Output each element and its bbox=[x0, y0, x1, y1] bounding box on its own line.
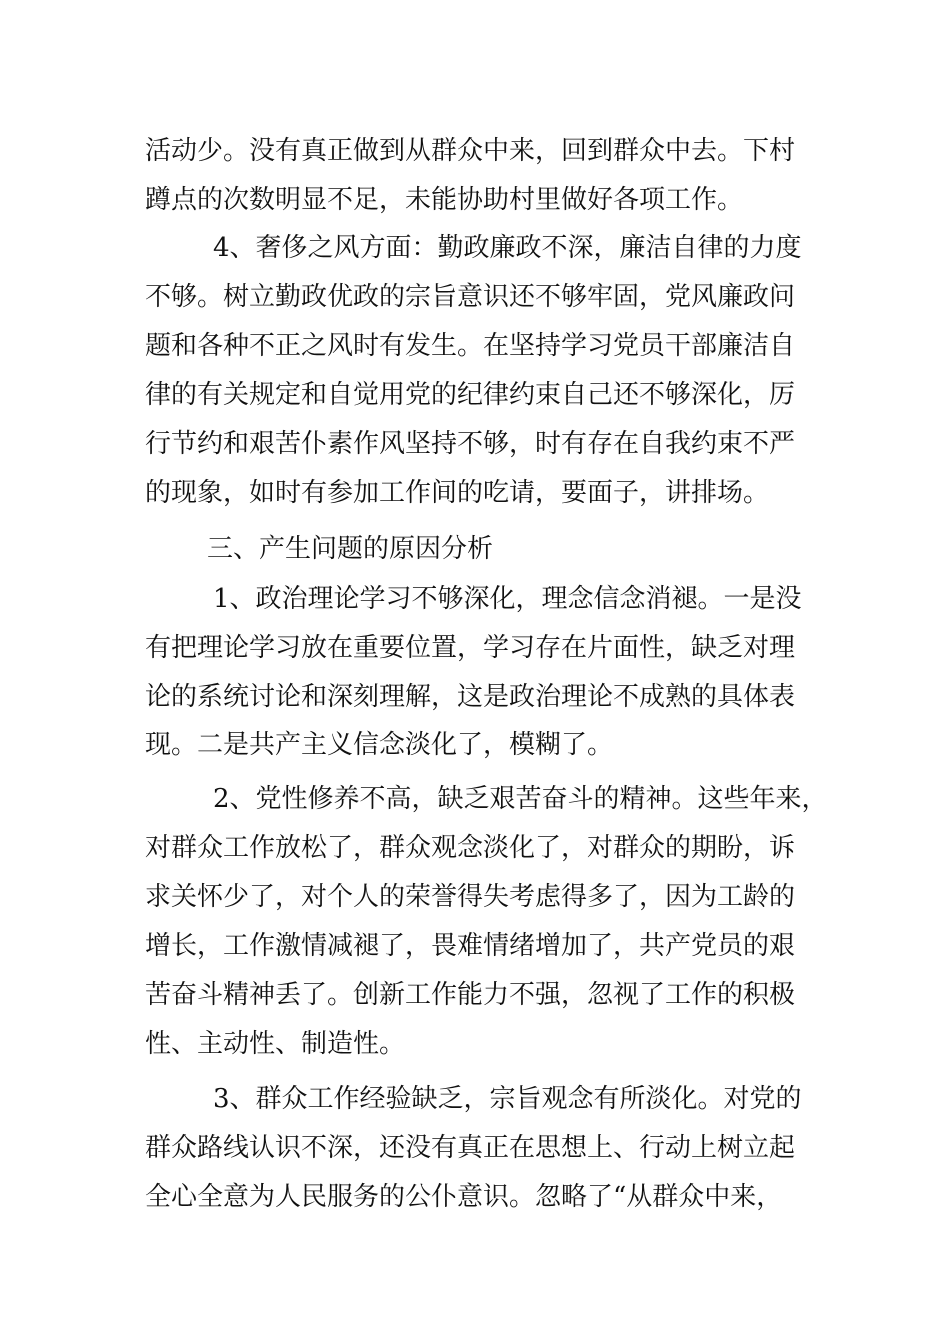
text-line: 行节约和艰苦仆素作风坚持不够，时有存在自我约束不严 bbox=[145, 429, 796, 459]
text-line: 求关怀少了，对个人的荣誉得失考虑得多了，因为工龄的 bbox=[145, 882, 796, 912]
text-line: 全心全意为人民服务的公仆意识。忽略了“从群众中来， bbox=[145, 1182, 783, 1212]
text-line: 有把理论学习放在重要位置，学习存在片面性，缺乏对理 bbox=[145, 633, 796, 663]
text-line: 题和各种不正之风时有发生。在坚持学习党员干部廉洁自 bbox=[145, 331, 796, 361]
paragraph-start-line: 4、奢侈之风方面：勤政廉政不深，廉洁自律的力度 bbox=[213, 233, 802, 263]
text-line: 对群众工作放松了，群众观念淡化了，对群众的期盼，诉 bbox=[145, 833, 796, 863]
text-line: 增长，工作激情减褪了，畏难情绪增加了，共产党员的艰 bbox=[145, 931, 796, 961]
paragraph-start-line: 1、政治理论学习不够深化，理念信念消褪。一是没 bbox=[213, 584, 802, 614]
text-line: 蹲点的次数明显不足，未能协助村里做好各项工作。 bbox=[145, 185, 744, 215]
paragraph-start-line: 3、群众工作经验缺乏，宗旨观念有所淡化。对党的 bbox=[213, 1084, 802, 1114]
text-line: 律的有关规定和自觉用党的纪律约束自己还不够深化，厉 bbox=[145, 380, 796, 410]
text-line: 现。二是共产主义信念淡化了，模糊了。 bbox=[145, 730, 614, 760]
text-line: 的现象，如时有参加工作间的吃请，要面子，讲排场。 bbox=[145, 478, 770, 508]
text-line: 群众路线认识不深，还没有真正在思想上、行动上树立起 bbox=[145, 1133, 796, 1163]
paragraph-start-line: 2、党性修养不高，缺乏艰苦奋斗的精神。这些年来， bbox=[213, 784, 828, 814]
text-line: 论的系统讨论和深刻理解，这是政治理论不成熟的具体表 bbox=[145, 682, 796, 712]
text-line: 性、主动性、制造性。 bbox=[145, 1029, 406, 1059]
text-line: 活动少。没有真正做到从群众中来，回到群众中去。下村 bbox=[145, 136, 796, 166]
section-heading: 三、产生问题的原因分析 bbox=[207, 534, 494, 564]
text-line: 苦奋斗精神丢了。创新工作能力不强，忽视了工作的积极 bbox=[145, 980, 796, 1010]
text-line: 不够。树立勤政优政的宗旨意识还不够牢固，党风廉政问 bbox=[145, 282, 796, 312]
